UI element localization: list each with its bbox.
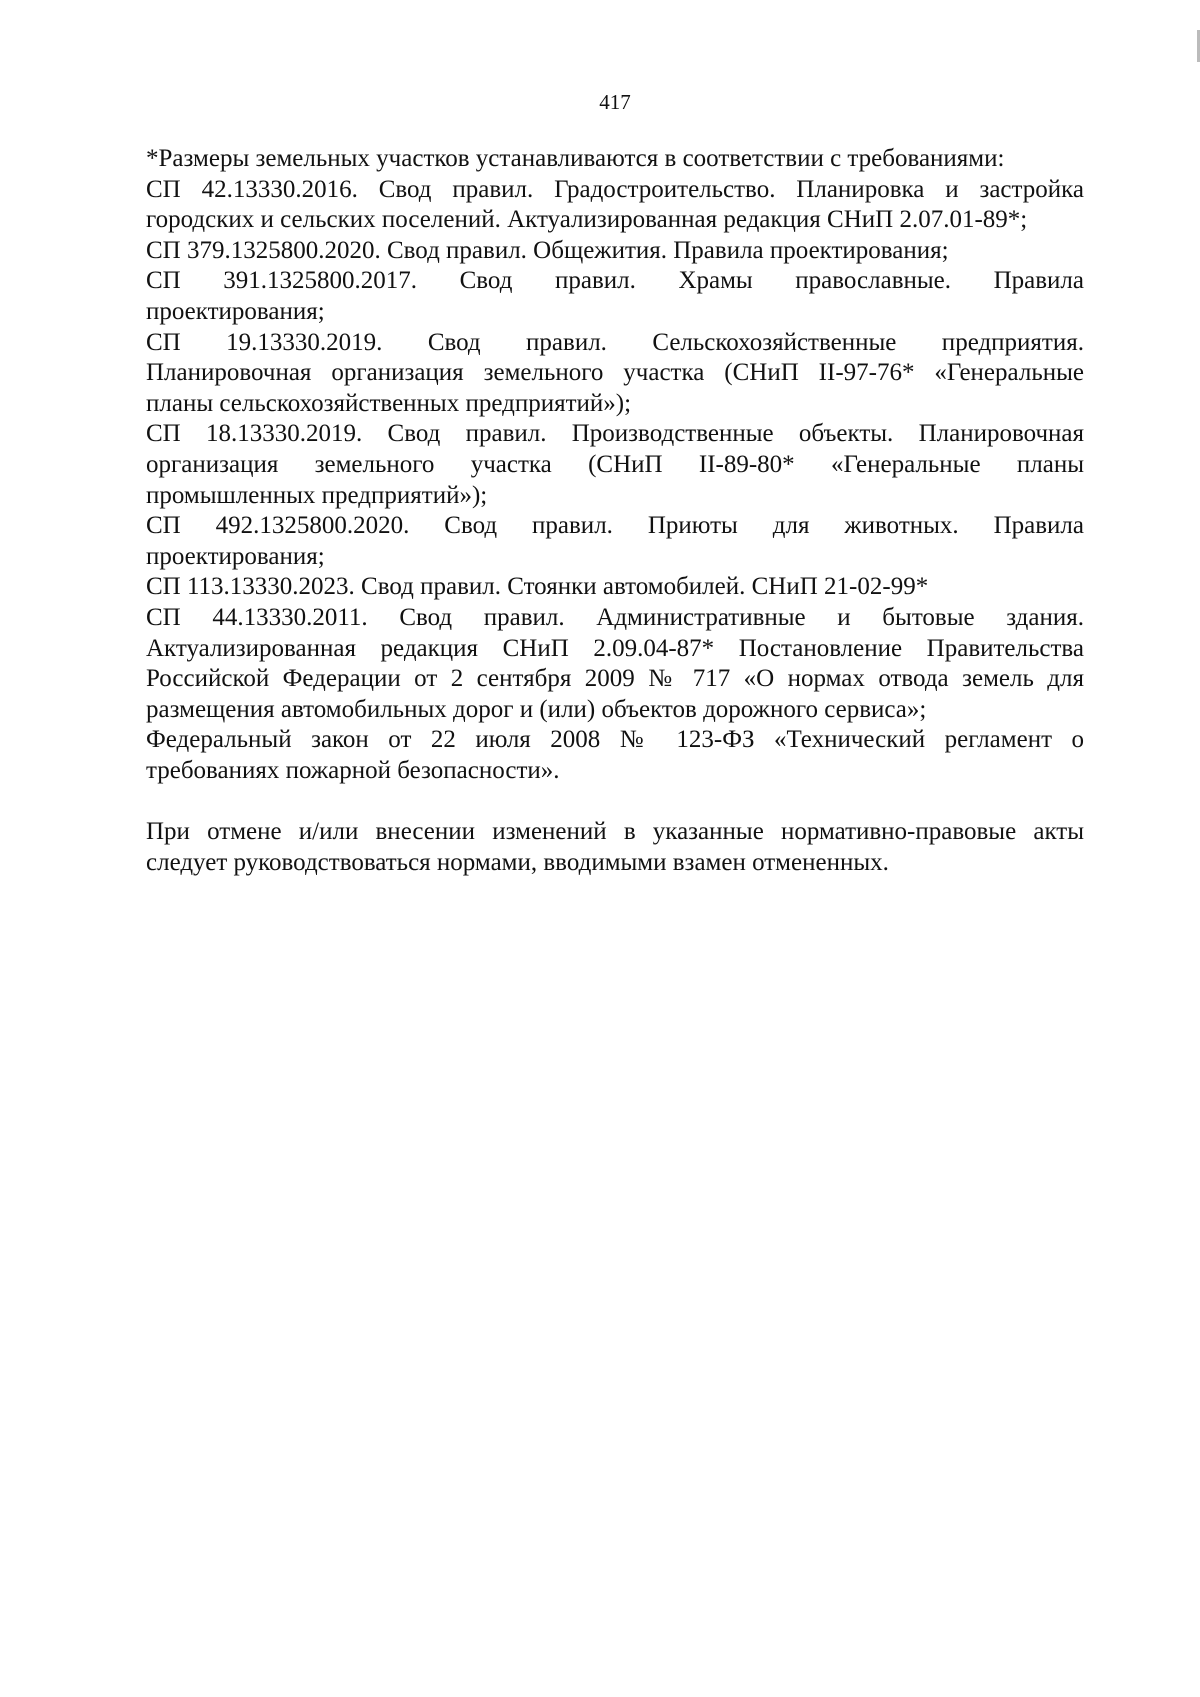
sp-391-line-2: проектирования; [146,297,325,325]
paragraph-spacer [146,786,1084,817]
sp-492-line-1: СП 492.1325800.2020. Свод правил. Приюты для животных. Правила [146,512,1084,540]
closing-note-line-1: При отмене и/или внесении изменений в указанные нормативно-правовые акты [146,818,1084,846]
sp-44-line-2: Актуализированная редакция СНиП 2.09.04-87* Постановление Правительства [146,634,1084,662]
sp-492-line-2: проектирования; [146,542,325,570]
sp-19-line-1: СП 19.13330.2019. Свод правил. Сельскохозяйственные предприятия. [146,328,1084,356]
sp-42-line-1: СП 42.13330.2016. Свод правил. Градостроительство. Планировка и застройка [146,175,1084,203]
requirements-intro: *Размеры земельных участков устанавливаются в соответствии с требованиями: [146,145,1005,172]
sp-44-line-4: размещения автомобильных дорог и (или) объектов дорожного сервиса»; [146,695,927,723]
closing-note-line-2: следует руководствоваться нормами, вводимыми взамен отмененных. [146,848,889,876]
sp-18-line-1: СП 18.13330.2019. Свод правил. Производственные объекты. Планировочная [146,420,1084,448]
page-number: 417 [599,90,631,114]
sp-44-line-3: Российской Федерации от 2 сентября 2009 № 717 «О нормах отвода земель для [146,665,1084,693]
sp-391-line-1: СП 391.1325800.2017. Свод правил. Храмы православные. Правила [146,267,1084,295]
sp-18-line-3: промышленных предприятий»); [146,481,488,509]
sp-19-line-2: Планировочная организация земельного участка (СНиП II-97-76* «Генеральные [146,359,1084,387]
federal-law-line-2: требованиях пожарной безопасности». [146,756,560,784]
sp-379-line: СП 379.1325800.2020. Свод правил. Общежития. Правила проектирования; [146,236,949,264]
sp-42-line-2: городских и сельских поселений. Актуализированная редакция СНиП 2.07.01-89*; [146,206,1028,234]
document-body [146,144,1084,878]
sp-44-line-1: СП 44.13330.2011. Свод правил. Административные и бытовые здания. [146,603,1084,631]
sp-113-line: СП 113.13330.2023. Свод правил. Стоянки автомобилей. СНиП 21-02-99* [146,573,929,601]
federal-law-line-1: Федеральный закон от 22 июля 2008 № 123-ФЗ «Технический регламент о [146,726,1084,754]
sp-19-line-3: планы сельскохозяйственных предприятий»); [146,389,632,417]
sp-18-line-2: организация земельного участка (СНиП II-89-80* «Генеральные планы [146,450,1084,478]
